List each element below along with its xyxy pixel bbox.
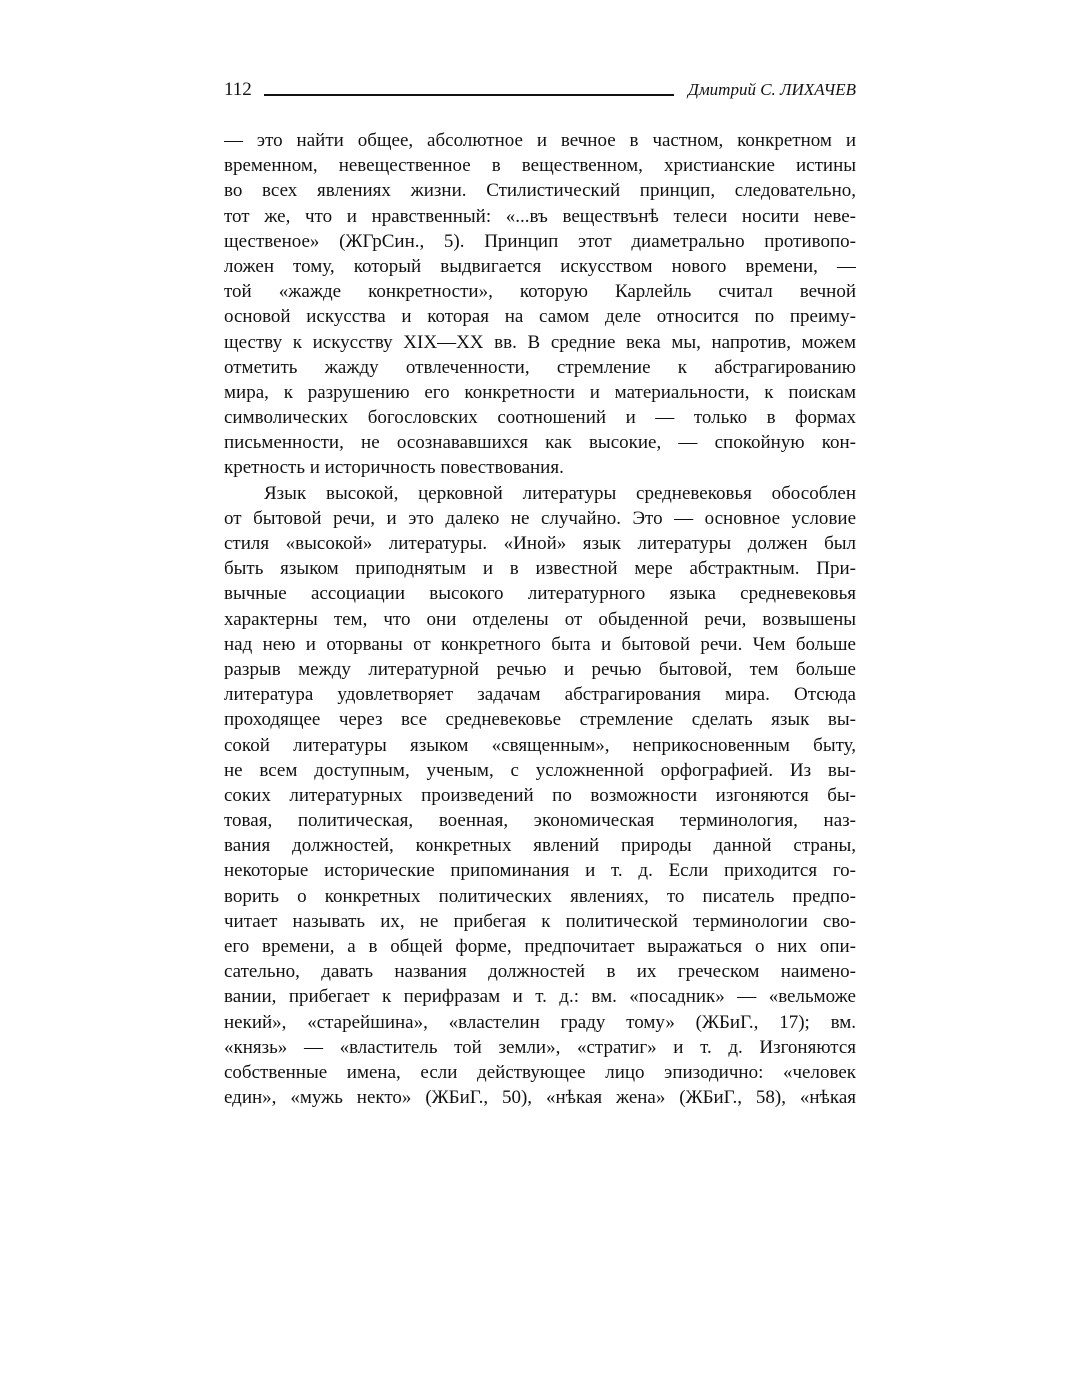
- text-line: Язык высокой, церковной литературы средневековья обособлен: [264, 482, 856, 504]
- paragraph: [224, 481, 856, 1111]
- text-line: собственные имена, если действующее лицо эпизодично: «человек: [224, 1061, 856, 1083]
- text-line: ворить о конкретных политических явлениях, то писатель предпо-: [224, 885, 856, 907]
- text-line: отметить жажду отвлеченности, стремление к абстрагированию: [224, 356, 856, 378]
- text-line: проходящее через все средневековье стремление сделать язык вы-: [224, 709, 856, 731]
- text-line: некоторые исторические припоминания и т. д. Если приходится го-: [224, 860, 856, 882]
- text-line: временном, невещественное в вещественном, христианские истины: [224, 155, 856, 177]
- text-line: ществу к искусству XIX—XX вв. В средние века мы, напротив, можем: [224, 331, 856, 353]
- text-line: некий», «старейшина», «властелин граду тому» (ЖБиГ., 17); вм.: [224, 1011, 856, 1033]
- text-line: быть языком приподнятым и в известной мере абстрактным. При-: [224, 558, 856, 580]
- text-line: читает называть их, не прибегая к политической терминологии сво-: [224, 910, 856, 932]
- text-line: «князь» — «властитель той земли», «стратиг» и т. д. Изгоняются: [224, 1036, 856, 1058]
- page-header: [224, 76, 856, 102]
- text-line: разрыв между литературной речью и речью бытовой, тем больше: [224, 658, 856, 680]
- text-line: — это найти общее, абсолютное и вечное в частном, конкретном и: [224, 130, 856, 151]
- text-line: соких литературных произведений по возможности изгоняются бы-: [224, 784, 856, 806]
- text-line: от бытовой речи, и это далеко не случайно. Это — основное условие: [224, 507, 856, 529]
- text-line: основой искусства и которая на самом деле относится по преиму-: [224, 306, 856, 328]
- text-line: символических богословских соотношений и — только в формах: [224, 407, 856, 429]
- text-line: характерны тем, что они отделены от обыденной речи, возвышены: [224, 608, 856, 630]
- text-line: во всех явлениях жизни. Стилистический принцип, следовательно,: [224, 180, 856, 202]
- text-line: той «жажде конкретности», которую Карлейль считал вечной: [224, 281, 856, 303]
- text-line: вычные ассоциации высокого литературного языка средневековья: [224, 583, 856, 605]
- body-text: [224, 128, 856, 1110]
- text-line: ложен тому, который выдвигается искусством нового времени, —: [224, 255, 856, 277]
- text-line: сокой литературы языком «священным», неприкосновенным быту,: [224, 734, 856, 756]
- text-line: письменности, не осознававшихся как высокие, — спокойную кон-: [224, 432, 856, 454]
- text-line: вания должностей, конкретных явлений природы данной страны,: [224, 835, 856, 857]
- text-line: мира, к разрушению его конкретности и материальности, к поискам: [224, 381, 856, 403]
- text-line: кретность и историчность повествования.: [224, 457, 564, 479]
- paragraph: [224, 128, 856, 481]
- text-line: не всем доступным, ученым, с усложненной орфографией. Из вы-: [224, 759, 856, 781]
- text-line: литература удовлетворяет задачам абстрагирования мира. Отсюда: [224, 684, 856, 706]
- header-rule: [264, 94, 674, 96]
- text-line: над нею и оторваны от конкретного быта и бытовой речи. Чем больше: [224, 633, 856, 655]
- text-line: тот же, что и нравственный: «...въ веществънѣ телеси носити неве-: [224, 205, 856, 227]
- text-line: щественое» (ЖГрСин., 5). Принцип этот диаметрально противопо-: [224, 230, 856, 252]
- text-line: стиля «высокой» литературы. «Иной» язык литературы должен был: [224, 533, 856, 554]
- page-number: 112: [224, 78, 252, 100]
- text-line: товая, политическая, военная, экономическая терминология, наз-: [224, 810, 856, 832]
- running-head: Дмитрий С. ЛИХАЧЕВ: [688, 79, 856, 99]
- text-line: его времени, а в общей форме, предпочитает выражаться о них опи-: [224, 936, 856, 957]
- text-line: вании, прибегает к перифразам и т. д.: вм. «посадник» — «вельможе: [224, 986, 856, 1008]
- text-line: сательно, давать названия должностей в их греческом наимено-: [224, 961, 856, 983]
- text-line: един», «мужь некто» (ЖБиГ., 50), «нѣкая жена» (ЖБиГ., 58), «нѣкая: [224, 1087, 856, 1109]
